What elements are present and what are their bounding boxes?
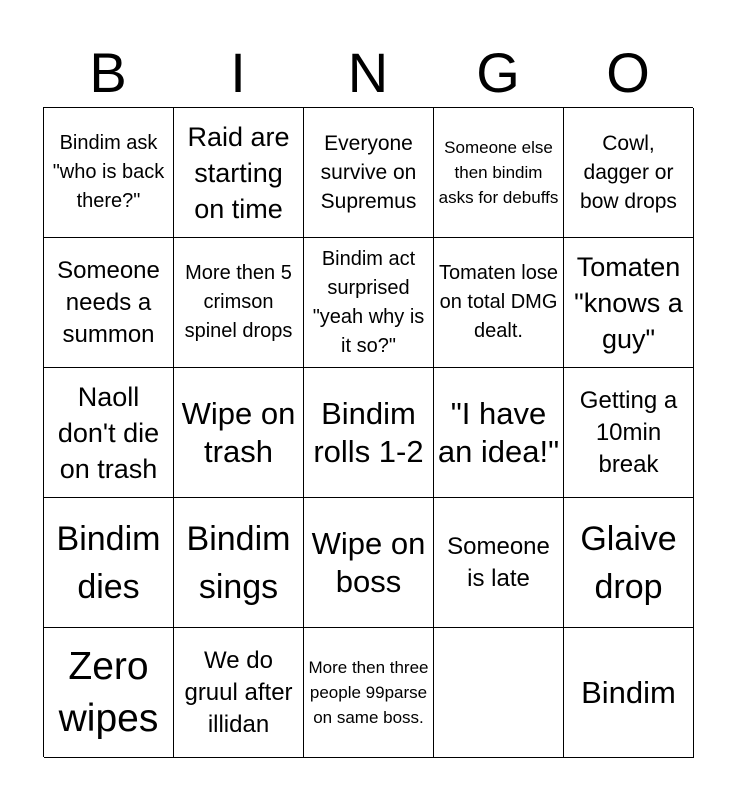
cell-text: Raid are starting on time <box>187 121 290 224</box>
cell-text: Getting a 10min break <box>579 386 678 478</box>
bingo-header <box>43 40 693 106</box>
cell-text: Bindim sings <box>186 519 291 606</box>
cell-text: Tomaten lose on total DMG dealt. <box>439 262 558 342</box>
bingo-cell-r1c5[interactable] <box>564 108 694 238</box>
cell-text: Wipe on boss <box>311 525 426 599</box>
cell-text: Bindim dies <box>56 519 161 606</box>
header-letter-g: G <box>476 41 520 104</box>
bingo-cell-r3c4[interactable] <box>434 368 564 498</box>
cell-text: Everyone survive on Supremus <box>320 132 417 213</box>
bingo-cell-r3c2[interactable] <box>174 368 304 498</box>
cell-text: More then three people 99parse on same boss. <box>308 658 429 727</box>
bingo-cell-r5c3[interactable] <box>304 628 434 758</box>
bingo-cell-r5c4[interactable] <box>434 628 564 758</box>
cell-text: Wipe on trash <box>181 395 296 469</box>
header-letter-n: N <box>347 41 389 104</box>
cell-text: Zero wipes <box>58 644 159 740</box>
bingo-cell-r5c2[interactable] <box>174 628 304 758</box>
bingo-cell-r4c3[interactable] <box>304 498 434 628</box>
cell-text: Cowl, dagger or bow drops <box>580 132 677 213</box>
cell-text: Bindim ask "who is back there?" <box>52 132 165 212</box>
cell-text: Someone needs a summon <box>57 256 160 348</box>
bingo-cell-r4c2[interactable] <box>174 498 304 628</box>
bingo-cell-r3c5[interactable] <box>564 368 694 498</box>
cell-text: Bindim <box>581 674 676 710</box>
bingo-cell-r2c2[interactable] <box>174 238 304 368</box>
cell-text: Glaive drop <box>580 519 677 606</box>
bingo-cell-r4c1[interactable] <box>44 498 174 628</box>
cell-text: Bindim rolls 1-2 <box>313 395 424 469</box>
bingo-cell-r2c3[interactable] <box>304 238 434 368</box>
bingo-cell-r5c1[interactable] <box>44 628 174 758</box>
cell-text: "I have an idea!" <box>437 395 560 469</box>
header-letter-o: O <box>606 41 650 104</box>
cell-text: Naoll don't die on trash <box>57 381 160 484</box>
cell-text: We do gruul after illidan <box>184 646 293 738</box>
bingo-cell-r4c5[interactable] <box>564 498 694 628</box>
bingo-cell-r1c1[interactable] <box>44 108 174 238</box>
bingo-cell-r1c3[interactable] <box>304 108 434 238</box>
cell-text: Someone is late <box>447 532 550 592</box>
bingo-cell-r2c5[interactable] <box>564 238 694 368</box>
bingo-cell-r5c5[interactable] <box>564 628 694 758</box>
cell-text: More then 5 crimson spinel drops <box>184 262 293 342</box>
cell-text: Bindim act surprised "yeah why is it so?" <box>312 247 425 357</box>
bingo-cell-r4c4[interactable] <box>434 498 564 628</box>
header-letter-b: B <box>89 41 127 104</box>
bingo-cell-r1c4[interactable] <box>434 108 564 238</box>
bingo-cell-r2c4[interactable] <box>434 238 564 368</box>
cell-text: Tomaten "knows a guy" <box>574 251 683 354</box>
cell-text: Someone else then bindim asks for debuffs <box>438 138 559 207</box>
bingo-board <box>43 107 693 757</box>
bingo-cell-r2c1[interactable] <box>44 238 174 368</box>
header-letter-i: I <box>230 41 246 104</box>
bingo-cell-r1c2[interactable] <box>174 108 304 238</box>
bingo-cell-r3c1[interactable] <box>44 368 174 498</box>
bingo-cell-r3c3[interactable] <box>304 368 434 498</box>
